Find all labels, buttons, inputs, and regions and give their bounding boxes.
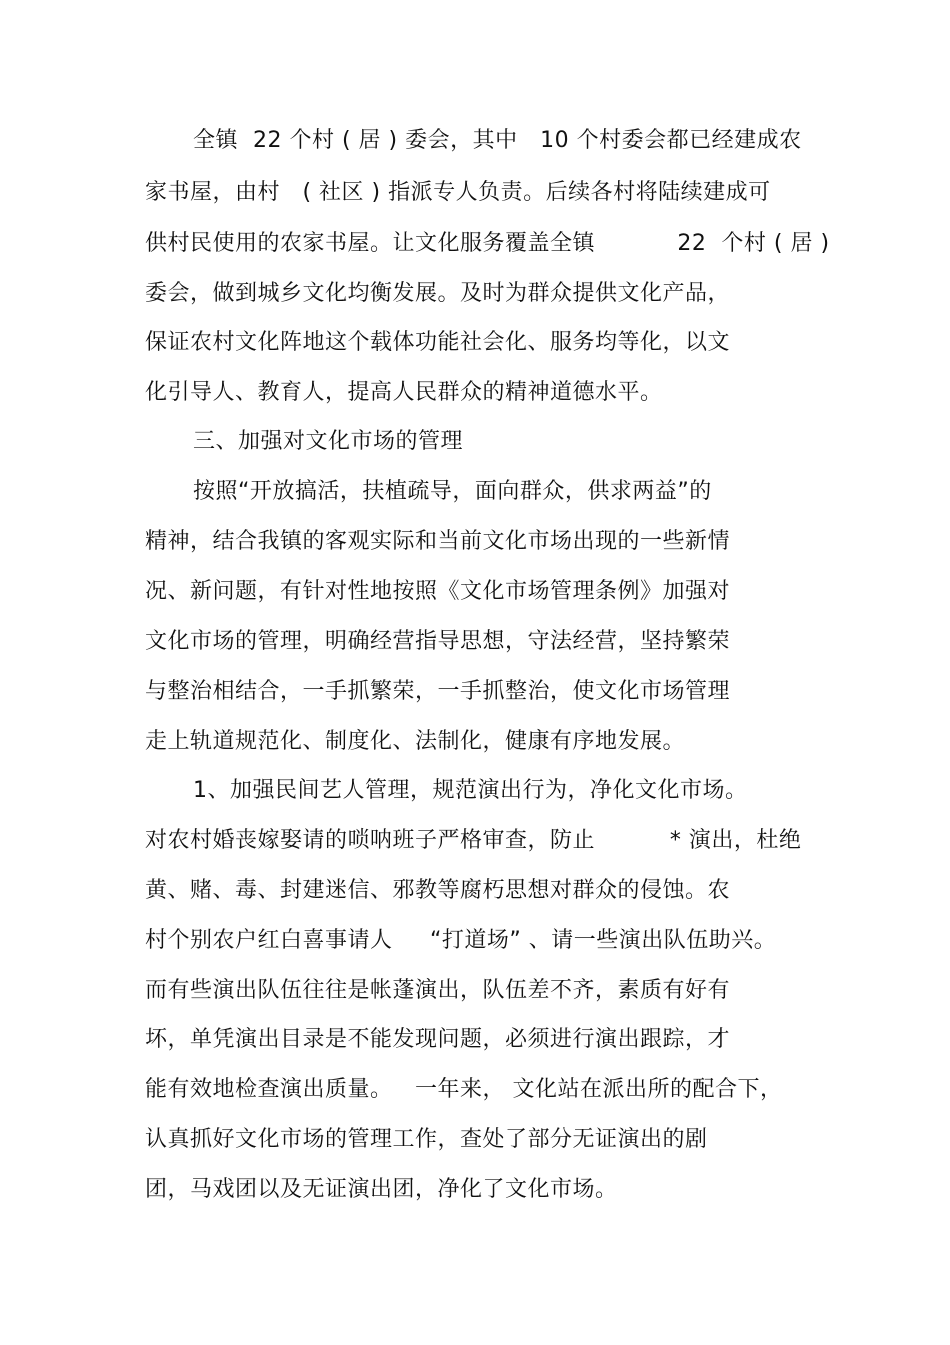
- text-line: 供村民使用的农家书屋。让文化服务覆盖全镇 22 个村 ( 居 ): [145, 231, 830, 256]
- text-line: 黄、赌、毒、封建迷信、邪教等腐朽思想对群众的侵蚀。农: [145, 878, 731, 903]
- text-line: 家书屋，由村 ( 社区 ) 指派专人负责。后续各村将陆续建成可: [145, 180, 771, 205]
- section-heading: 三、加强对文化市场的管理: [193, 429, 464, 454]
- text-line: 走上轨道规范化、制度化、法制化，健康有序地发展。: [145, 729, 686, 754]
- text-line: 况、新问题，有针对性地按照《文化市场管理条例》加强对: [145, 579, 731, 604]
- text-line: 对农村婚丧嫁娶请的唢呐班子严格审查，防止 * 演出，杜绝: [145, 828, 802, 853]
- text-line: 团，马戏团以及无证演出团，净化了文化市场。: [145, 1177, 618, 1202]
- text-line: 1、加强民间艺人管理，规范演出行为，净化文化市场。: [193, 778, 748, 803]
- text-line: 化引导人、教育人，提高人民群众的精神道德水平。: [145, 380, 663, 405]
- text-line: 全镇 22 个村 ( 居 ) 委会，其中 10 个村委会都已经建成农: [193, 128, 802, 153]
- text-line: 委会，做到城乡文化均衡发展。及时为群众提供文化产品，: [145, 281, 731, 306]
- text-line: 坏，单凭演出目录是不能发现问题，必须进行演出跟踪，才: [145, 1027, 731, 1052]
- text-line: 村个别农户红白喜事请人 “打道场” 、请一些演出队伍助兴。: [145, 928, 777, 953]
- text-line: 认真抓好文化市场的管理工作，查处了部分无证演出的剧: [145, 1127, 708, 1152]
- text-line: 而有些演出队伍往往是帐蓬演出，队伍差不齐，素质有好有: [145, 978, 731, 1003]
- text-line: 与整治相结合，一手抓繁荣，一手抓整治，使文化市场管理: [145, 679, 731, 704]
- text-line: 按照“开放搞活，扶植疏导，面向群众，供求两益”的: [193, 479, 712, 504]
- text-line: 保证农村文化阵地这个载体功能社会化、服务均等化，以文: [145, 330, 731, 355]
- text-line: 文化市场的管理，明确经营指导思想，守法经营，坚持繁荣: [145, 629, 731, 654]
- text-line: 精神，结合我镇的客观实际和当前文化市场出现的一些新情: [145, 529, 731, 554]
- text-line: 能有效地检查演出质量。 一年来， 文化站在派出所的配合下，: [145, 1077, 783, 1102]
